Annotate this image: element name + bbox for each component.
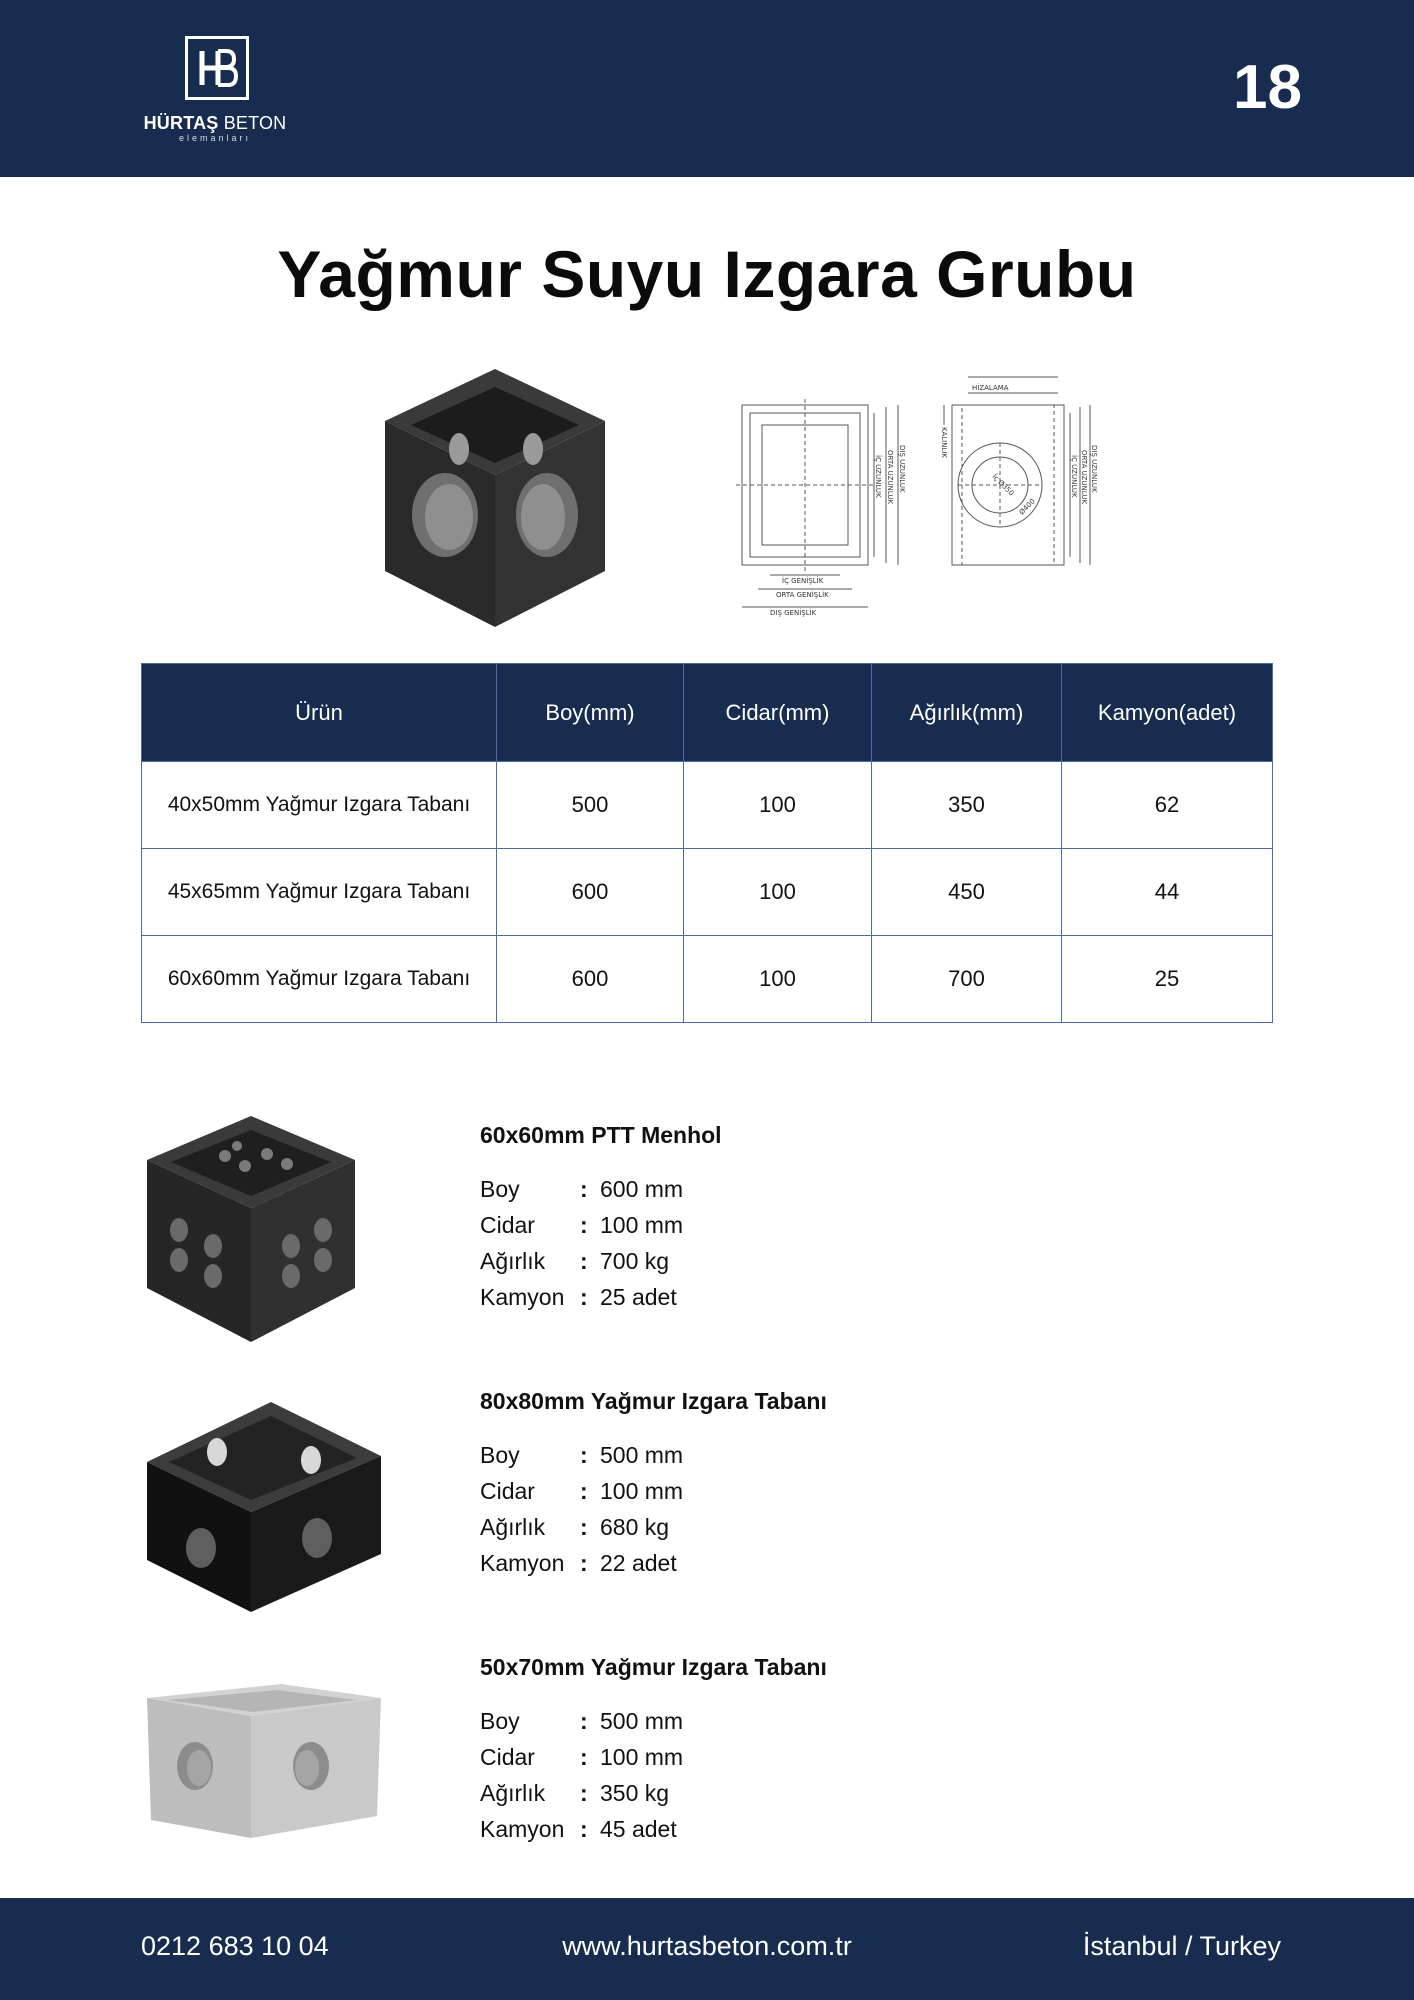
spec-table <box>141 663 1273 1023</box>
footer-location: İstanbul / Turkey <box>1082 1931 1281 1961</box>
technical-drawing-icon <box>730 365 1130 630</box>
svg-text:DIŞ UZUNLUK: DIŞ UZUNLUK <box>898 445 906 493</box>
product-name: 60x60mm PTT Menhol <box>480 1122 722 1148</box>
spec-row-kamyon: Kamyon : 25 adet <box>480 1284 677 1310</box>
footer-phone[interactable]: 0212 683 10 04 <box>141 1931 329 1961</box>
table-cell: 62 <box>1062 762 1273 849</box>
concrete-box-icon <box>383 365 608 630</box>
product-name: 50x70mm Yağmur Izgara Tabanı <box>480 1654 827 1680</box>
svg-text:ORTA GENİŞLİK: ORTA GENİŞLİK <box>776 591 829 599</box>
table-cell: 450 <box>872 849 1062 936</box>
col-header-cidar: Cidar(mm) <box>684 664 872 762</box>
svg-text:HİZALAMA: HİZALAMA <box>972 384 1009 392</box>
table-row <box>142 849 1273 936</box>
concrete-box-icon <box>141 1642 381 1882</box>
col-header-urun: Ürün <box>142 664 497 762</box>
table-cell: 40x50mm Yağmur Izgara Tabanı <box>142 762 497 849</box>
svg-text:Ø400: Ø400 <box>1017 497 1037 517</box>
product-item-ptt-menhol <box>141 1110 1272 1350</box>
spec-row-kamyon: Kamyon : 45 adet <box>480 1816 677 1842</box>
hb-monogram-icon <box>185 36 249 100</box>
table-cell: 350 <box>872 762 1062 849</box>
table-row <box>142 936 1273 1023</box>
spec-row-kamyon: Kamyon : 22 adet <box>480 1550 677 1576</box>
spec-row-boy: Boy : 500 mm <box>480 1442 684 1468</box>
product-info <box>480 1122 1180 1315</box>
svg-text:İÇ UZUNLUK: İÇ UZUNLUK <box>874 455 882 498</box>
page-title: Yağmur Suyu Izgara Grubu <box>277 237 1137 311</box>
spec-row-agirlik: Ağırlık : 680 kg <box>480 1514 670 1540</box>
table-cell: 100 <box>684 936 872 1023</box>
footer-website[interactable]: www.hurtasbeton.com.tr <box>562 1931 852 1961</box>
svg-text:DIŞ GENİŞLİK: DIŞ GENİŞLİK <box>770 609 817 617</box>
table-row <box>142 762 1273 849</box>
svg-text:İç Ø350: İç Ø350 <box>990 472 1016 498</box>
svg-text:DIŞ UZUNLUK: DIŞ UZUNLUK <box>1090 445 1098 493</box>
table-cell: 100 <box>684 762 872 849</box>
spec-row-boy: Boy : 600 mm <box>480 1176 684 1202</box>
table-header-row <box>142 664 1273 762</box>
table-cell: 60x60mm Yağmur Izgara Tabanı <box>142 936 497 1023</box>
spec-row-boy: Boy : 500 mm <box>480 1708 684 1734</box>
page-footer <box>0 1898 1414 2000</box>
col-header-boy: Boy(mm) <box>497 664 684 762</box>
logo-tagline: elemanları <box>178 133 252 143</box>
table-cell: 44 <box>1062 849 1273 936</box>
table-cell: 500 <box>497 762 684 849</box>
svg-text:İÇ GENİŞLİK: İÇ GENİŞLİK <box>782 577 824 585</box>
svg-text:ORTA UZUNLUK: ORTA UZUNLUK <box>886 450 894 505</box>
table-cell: 600 <box>497 849 684 936</box>
table-cell: 100 <box>684 849 872 936</box>
svg-text:KALINLIK: KALINLIK <box>940 427 948 459</box>
page-header <box>0 0 1414 177</box>
product-info <box>480 1388 1180 1581</box>
table-cell: 600 <box>497 936 684 1023</box>
concrete-box-icon <box>141 1110 381 1350</box>
table-cell: 45x65mm Yağmur Izgara Tabanı <box>142 849 497 936</box>
product-item-80x80 <box>141 1376 1272 1616</box>
company-logo <box>140 32 290 144</box>
logo-company-name: HÜRTAŞ BETON <box>143 113 287 133</box>
product-info <box>480 1654 1180 1847</box>
col-header-agirlik: Ağırlık(mm) <box>872 664 1062 762</box>
svg-text:İÇ UZUNLUK: İÇ UZUNLUK <box>1070 455 1078 498</box>
product-item-50x70 <box>141 1642 1272 1882</box>
spec-row-agirlik: Ağırlık : 700 kg <box>480 1248 670 1274</box>
spec-row-cidar: Cidar : 100 mm <box>480 1478 684 1504</box>
col-header-kamyon: Kamyon(adet) <box>1062 664 1273 762</box>
table-cell: 700 <box>872 936 1062 1023</box>
svg-text:ORTA UZUNLUK: ORTA UZUNLUK <box>1080 450 1088 505</box>
page-number: 18 <box>1233 53 1302 122</box>
table-cell: 25 <box>1062 936 1273 1023</box>
spec-row-agirlik: Ağırlık : 350 kg <box>480 1780 670 1806</box>
concrete-box-icon <box>141 1376 381 1616</box>
spec-row-cidar: Cidar : 100 mm <box>480 1212 684 1238</box>
spec-row-cidar: Cidar : 100 mm <box>480 1744 684 1770</box>
product-name: 80x80mm Yağmur Izgara Tabanı <box>480 1388 827 1414</box>
